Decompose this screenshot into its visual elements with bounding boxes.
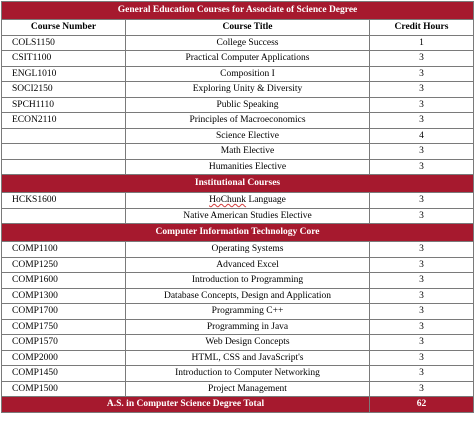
credit-hours: 3 (370, 366, 474, 382)
credit-hours: 3 (370, 82, 474, 98)
course-row (2, 113, 474, 129)
degree-total-label: A.S. in Computer Science Degree Total (2, 397, 370, 413)
course-row (2, 304, 474, 320)
credit-hours: 3 (370, 242, 474, 258)
credit-hours: 3 (370, 257, 474, 273)
credit-hours: 3 (370, 193, 474, 209)
degree-total-row (2, 397, 474, 413)
course-number: SPCH1110 (2, 97, 126, 113)
credit-hours: 3 (370, 97, 474, 113)
course-number: COMP1570 (2, 335, 126, 351)
course-title: Programming in Java (126, 319, 370, 335)
course-row (2, 350, 474, 366)
course-number: CSIT1100 (2, 51, 126, 67)
credit-hours: 4 (370, 128, 474, 144)
course-title: Practical Computer Applications (126, 51, 370, 67)
credit-hours: 3 (370, 335, 474, 351)
course-row (2, 208, 474, 224)
credit-hours: 3 (370, 208, 474, 224)
course-number (2, 208, 126, 224)
course-number: HCKS1600 (2, 193, 126, 209)
credit-hours: 3 (370, 144, 474, 160)
course-number: ENGL1010 (2, 66, 126, 82)
course-number: COMP1750 (2, 319, 126, 335)
course-row (2, 335, 474, 351)
course-number (2, 159, 126, 175)
course-row (2, 242, 474, 258)
degree-total-value: 62 (370, 397, 474, 413)
course-title: College Success (126, 35, 370, 51)
course-title: Introduction to Computer Networking (126, 366, 370, 382)
course-row (2, 288, 474, 304)
credit-hours: 3 (370, 350, 474, 366)
credit-hours: 3 (370, 319, 474, 335)
course-row (2, 144, 474, 160)
course-number: COMP2000 (2, 350, 126, 366)
course-title: Math Elective (126, 144, 370, 160)
course-title: Humanities Elective (126, 159, 370, 175)
course-row (2, 366, 474, 382)
course-row (2, 193, 474, 209)
gen-ed-heading: General Education Courses for Associate of Science Degree (2, 2, 474, 20)
credit-hours: 3 (370, 113, 474, 129)
course-title: HoChunk Language (126, 193, 370, 209)
course-number: COMP1100 (2, 242, 126, 258)
cit-core-heading: Computer Information Technology Core (2, 224, 474, 242)
gen-ed-heading-row (2, 2, 474, 20)
institutional-heading: Institutional Courses (2, 175, 474, 193)
course-number: COLS1150 (2, 35, 126, 51)
course-number: COMP1700 (2, 304, 126, 320)
course-title: Web Design Concepts (126, 335, 370, 351)
course-number: ECON2110 (2, 113, 126, 129)
course-number: COMP1300 (2, 288, 126, 304)
course-number: COMP1450 (2, 366, 126, 382)
course-title: Database Concepts, Design and Application (126, 288, 370, 304)
column-header-row (2, 20, 474, 36)
course-number (2, 144, 126, 160)
col-header-credit-hours: Credit Hours (370, 20, 474, 36)
credit-hours: 3 (370, 66, 474, 82)
course-title: HTML, CSS and JavaScript's (126, 350, 370, 366)
course-title: Advanced Excel (126, 257, 370, 273)
course-number (2, 128, 126, 144)
course-row (2, 66, 474, 82)
course-title: Programming C++ (126, 304, 370, 320)
course-row (2, 97, 474, 113)
credit-hours: 3 (370, 381, 474, 397)
credit-hours: 3 (370, 51, 474, 67)
col-header-course-title: Course Title (126, 20, 370, 36)
course-number: COMP1250 (2, 257, 126, 273)
course-row (2, 35, 474, 51)
course-title: Principles of Macroeconomics (126, 113, 370, 129)
course-number: COMP1500 (2, 381, 126, 397)
course-number: COMP1600 (2, 273, 126, 289)
course-row (2, 257, 474, 273)
col-header-course-number: Course Number (2, 20, 126, 36)
course-title: Native American Studies Elective (126, 208, 370, 224)
course-title: Science Elective (126, 128, 370, 144)
course-title: Introduction to Programming (126, 273, 370, 289)
course-title: Public Speaking (126, 97, 370, 113)
course-row (2, 128, 474, 144)
course-title: Project Management (126, 381, 370, 397)
credit-hours: 1 (370, 35, 474, 51)
spellcheck-word: HoChunk (209, 195, 247, 205)
course-row (2, 381, 474, 397)
degree-course-table (1, 1, 474, 413)
credit-hours: 3 (370, 273, 474, 289)
cit-core-heading-row (2, 224, 474, 242)
course-row (2, 51, 474, 67)
course-row (2, 159, 474, 175)
institutional-heading-row (2, 175, 474, 193)
credit-hours: 3 (370, 288, 474, 304)
credit-hours: 3 (370, 159, 474, 175)
course-title: Exploring Unity & Diversity (126, 82, 370, 98)
course-title: Composition I (126, 66, 370, 82)
course-title: Operating Systems (126, 242, 370, 258)
course-row (2, 319, 474, 335)
course-number: SOCI2150 (2, 82, 126, 98)
credit-hours: 3 (370, 304, 474, 320)
course-row (2, 273, 474, 289)
course-row (2, 82, 474, 98)
